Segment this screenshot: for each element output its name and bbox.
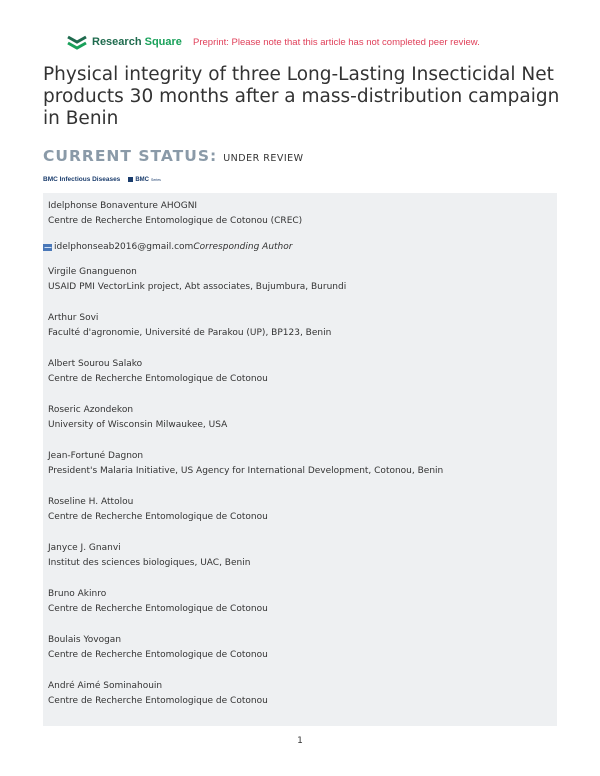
author-name: Janyce J. Gnanvi — [48, 543, 121, 553]
author-entry — [48, 311, 331, 341]
bmc-square-icon — [128, 177, 133, 182]
research-square-logo-icon — [66, 34, 88, 50]
author-entry — [48, 357, 268, 387]
author-affiliation: Centre de Recherche Entomologique de Cotonou — [48, 374, 268, 384]
brand-name: Research — [92, 36, 142, 48]
status-label: CURRENT STATUS: — [43, 147, 218, 165]
author-name: Virgile Gnanguenon — [48, 267, 137, 277]
author-name: Arthur Sovi — [48, 313, 99, 323]
author-entry — [48, 587, 268, 617]
article-title: Physical integrity of three Long-Lasting Insecticidal Net products 30 months after a mass-distribution campaign in Benin — [43, 64, 560, 129]
status-value: UNDER REVIEW — [223, 153, 304, 164]
author-entry — [48, 633, 268, 663]
author-name: Bruno Akinro — [48, 589, 107, 599]
brand-accent: Square — [144, 36, 182, 48]
author-affiliation: Faculté d'agronomie, Université de Parakou (UP), BP123, Benin — [48, 328, 332, 338]
author-name: Roseric Azondekon — [48, 405, 134, 415]
author-entry — [48, 541, 250, 571]
author-email-row — [43, 240, 292, 255]
author-entry — [48, 403, 227, 433]
author-affiliation: USAID PMI VectorLink project, Abt associates, Bujumbura, Burundi — [48, 282, 347, 292]
author-name: Albert Sourou Salako — [48, 359, 143, 369]
author-list — [43, 193, 557, 726]
author-name: Idelphonse Bonaventure AHOGNI — [48, 201, 198, 211]
bmc-badge-sub: Series — [150, 177, 161, 182]
author-name: Boulais Yovogan — [48, 635, 122, 645]
author-affiliation: Centre de Recherche Entomologique de Cotonou — [48, 604, 268, 614]
journal-name: BMC Infectious Diseases — [43, 176, 121, 183]
author-affiliation: Centre de Recherche Entomologique de Cotonou — [48, 650, 268, 660]
current-status — [43, 147, 304, 165]
author-entry — [48, 449, 443, 479]
author-email[interactable]: idelphonseab2016@gmail.com — [54, 242, 194, 252]
author-affiliation: President's Malaria Initiative, US Agency for International Development, Cotonou, Benin — [48, 466, 444, 476]
author-name: Roseline H. Attolou — [48, 497, 134, 507]
page-number: 1 — [297, 736, 303, 746]
author-affiliation: Centre de Recherche Entomologique de Cotonou (CREC) — [48, 216, 303, 226]
author-affiliation: University of Wisconsin Milwaukee, USA — [48, 420, 228, 430]
author-entry — [48, 265, 346, 295]
author-entry — [48, 495, 268, 525]
author-affiliation: Centre de Recherche Entomologique de Cotonou — [48, 512, 268, 522]
author-name: Jean-Fortuné Dagnon — [48, 451, 144, 461]
page-header — [0, 0, 600, 60]
corresponding-author-note: Corresponding Author — [193, 242, 293, 252]
author-affiliation: Centre de Recherche Entomologique de Cotonou — [48, 696, 268, 706]
author-name: André Aimé Sominahouin — [48, 681, 163, 691]
preprint-notice: Preprint: Please note that this article has not completed peer review. — [193, 37, 480, 48]
author-entry — [48, 199, 303, 252]
bmc-badge-text: BMC — [135, 176, 149, 183]
author-entry — [48, 679, 268, 709]
journal-branding — [43, 176, 161, 183]
research-square-logo[interactable] — [66, 34, 182, 50]
author-affiliation: Institut des sciences biologiques, UAC, Benin — [48, 558, 251, 568]
mail-icon — [43, 244, 52, 251]
bmc-series-badge — [128, 177, 161, 183]
